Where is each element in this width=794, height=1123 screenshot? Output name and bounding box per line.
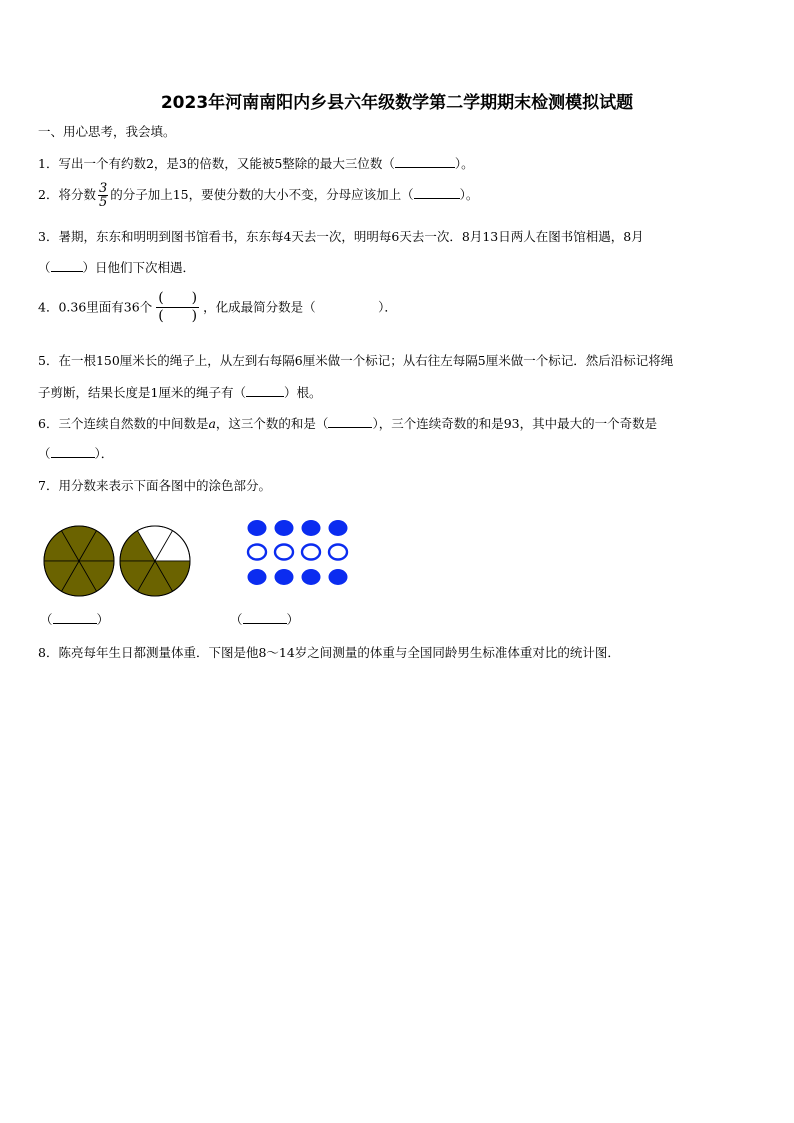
question-1: 1．写出一个有约数2，是3的倍数，又能被5整除的最大三位数（ ）。 bbox=[38, 156, 474, 171]
answer-blank-6a[interactable] bbox=[328, 415, 372, 428]
question-6-line-1: 6．三个连续自然数的中间数是a，这三个数的和是（ ），三个连续奇数的和是93，其中最大的一个奇数是 bbox=[38, 416, 658, 431]
fraction-circle-partial bbox=[120, 526, 190, 596]
hollow-dot bbox=[302, 545, 320, 560]
question-3-line-1: 3．暑期，东东和明明到图书馆看书，东东每4天去一次，明明每6天去一次．8月13日两人在图书馆相遇，8月 bbox=[38, 229, 644, 244]
filled-dot bbox=[302, 570, 320, 585]
question-2: 2．将分数 $\frac{3}{5}$ 的分子加上15，要使分数的大小不变，分母应该加上（ ）。 bbox=[38, 181, 479, 210]
answer-blank-3[interactable] bbox=[51, 259, 83, 272]
filled-dot bbox=[275, 521, 293, 536]
question-7: 7．用分数来表示下面各图中的涂色部分。 bbox=[38, 478, 271, 493]
fraction-circle-full bbox=[44, 526, 114, 596]
section-heading: 一、用心思考，我会填。 bbox=[38, 124, 176, 139]
hollow-dot bbox=[275, 545, 293, 560]
question-7-figure bbox=[0, 505, 794, 605]
question-6-line-2: （ ）． bbox=[38, 446, 114, 461]
answer-blank-1[interactable] bbox=[395, 155, 455, 168]
question-5-line-1: 5．在一根150厘米长的绳子上，从左到右每隔6厘米做一个标记；从右往左每隔5厘米做一个标记．然后沿标记将绳 bbox=[38, 353, 674, 368]
answer-dots: （ ） bbox=[230, 612, 300, 627]
dot-grid bbox=[248, 521, 347, 585]
filled-dot bbox=[275, 570, 293, 585]
question-5-line-2: 子剪断，结果长度是1厘米的绳子有（ ）根。 bbox=[38, 385, 322, 400]
filled-dot bbox=[248, 570, 266, 585]
answer-blank-2[interactable] bbox=[414, 186, 460, 199]
answer-circles: （ ） bbox=[40, 612, 110, 627]
fraction-3-5: $\frac{3}{5}$ bbox=[98, 181, 108, 210]
answer-blank-7b[interactable] bbox=[243, 611, 287, 624]
filled-dot bbox=[248, 521, 266, 536]
variable-a: a bbox=[208, 416, 216, 431]
filled-dot bbox=[329, 521, 347, 536]
answer-blank-6b[interactable] bbox=[51, 445, 95, 458]
blank-fraction[interactable]: ( ) ( ) bbox=[158, 290, 198, 325]
hollow-dot bbox=[329, 545, 347, 560]
answer-blank-7a[interactable] bbox=[53, 611, 97, 624]
question-4: 4．0.36里面有36个 ( ) ( ) ，化成最简分数是（ ）． bbox=[38, 290, 397, 325]
hollow-dot bbox=[248, 545, 266, 560]
answer-blank-5[interactable] bbox=[246, 384, 284, 397]
filled-dot bbox=[302, 521, 320, 536]
question-8: 8．陈亮每年生日都测量体重．下图是他8～14岁之间测量的体重与全国同龄男生标准体重对比的统计图． bbox=[38, 645, 620, 660]
page-title: 2023年河南南阳内乡县六年级数学第二学期期末检测模拟试题 bbox=[160, 93, 634, 113]
question-3-line-2: （ ）日他们下次相遇． bbox=[38, 260, 196, 275]
filled-dot bbox=[329, 570, 347, 585]
